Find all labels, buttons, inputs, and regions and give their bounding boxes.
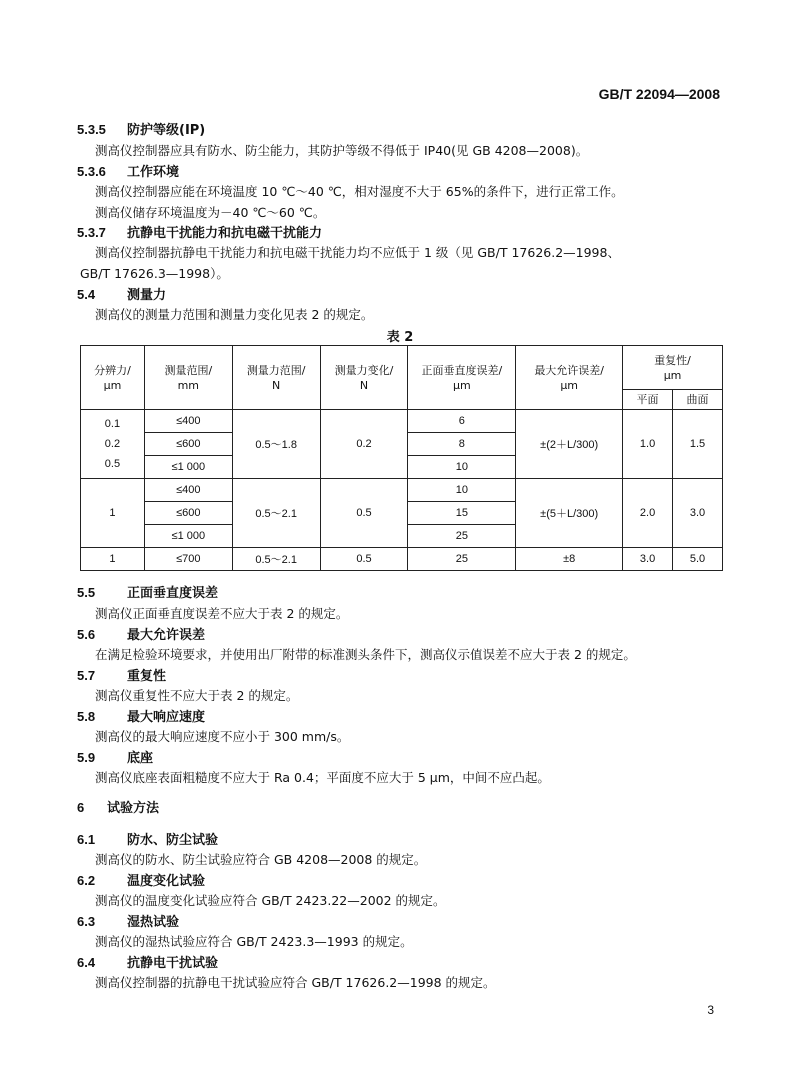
header-perpendicularity: 正面垂直度误差/ μm [408, 346, 516, 410]
paragraph: 测高仪的最大响应速度不应小于 300 mm/s。 [95, 729, 350, 744]
header-curved: 曲面 [673, 390, 723, 410]
cell-resolution: 0.1 0.2 0.5 [81, 410, 145, 479]
paragraph: 测高仪的测量力范围和测量力变化见表 2 的规定。 [95, 307, 374, 322]
section-title: 正面垂直度误差 [127, 586, 219, 601]
section-number: 5.3.6 [77, 164, 106, 179]
cell-max-error: ±(2＋L/300) [516, 410, 623, 479]
section-heading-5-3-7 [77, 225, 322, 242]
cell-curved: 3.0 [673, 479, 723, 548]
paragraph: 测高仪控制器的抗静电干扰试验应符合 GB/T 17626.2—1998 的规定。 [95, 975, 496, 990]
cell-force-range: 0.5～2.1 [232, 548, 320, 571]
section-title: 底座 [127, 751, 154, 766]
section-title: 抗静电干扰试验 [127, 956, 219, 971]
cell-range: ≤600 [144, 433, 232, 456]
paragraph: 测高仪的湿热试验应符合 GB/T 2423.3—1993 的规定。 [95, 934, 413, 949]
cell-curved: 5.0 [673, 548, 723, 571]
paragraph: 在满足检验环境要求，并使用出厂附带的标准测头条件下，测高仪示值误差不应大于表 2 的规定。 [95, 647, 636, 662]
cell-max-error: ±(5＋L/300) [516, 479, 623, 548]
section-number: 5.3.5 [77, 122, 106, 137]
cell-resolution: 1 [81, 479, 145, 548]
section-title: 抗静电干扰能力和抗电磁干扰能力 [127, 226, 323, 241]
section-number: 6.2 [77, 873, 96, 888]
paragraph-continuation: GB/T 17626.3—1998）。 [80, 266, 229, 281]
cell-range: ≤1 000 [144, 525, 232, 548]
chapter-number: 6 [77, 800, 85, 815]
cell-max-error: ±8 [516, 548, 623, 571]
section-title: 最大响应速度 [127, 710, 206, 725]
section-heading-6-1 [77, 832, 218, 849]
cell-force-change: 0.5 [320, 548, 408, 571]
section-number: 5.3.7 [77, 225, 106, 240]
paragraph: 测高仪底座表面粗糙度不应大于 Ra 0.4；平面度不应大于 5 μm，中间不应凸起。 [95, 770, 550, 785]
section-number: 6.3 [77, 914, 96, 929]
cell-range: ≤400 [144, 410, 232, 433]
paragraph: 测高仪重复性不应大于表 2 的规定。 [95, 688, 299, 703]
cell-force-change: 0.5 [320, 479, 408, 548]
section-heading-5-6 [77, 627, 205, 644]
section-title: 湿热试验 [127, 915, 180, 930]
section-title: 重复性 [127, 669, 167, 684]
cell-perpendicularity: 6 [408, 410, 516, 433]
section-heading-5-3-5 [77, 122, 205, 139]
paragraph: 测高仪控制器应具有防水、防尘能力，其防护等级不得低于 IP40(见 GB 4208—2008)。 [95, 143, 589, 158]
section-heading-6-3 [77, 914, 179, 931]
section-number: 6.1 [77, 832, 96, 847]
cell-resolution: 1 [81, 548, 145, 571]
paragraph: 测高仪储存环境温度为－40 ℃～60 ℃。 [95, 205, 326, 220]
paragraph: 测高仪的防水、防尘试验应符合 GB 4208—2008 的规定。 [95, 852, 427, 867]
cell-perpendicularity: 25 [408, 548, 516, 571]
cell-range: ≤1 000 [144, 456, 232, 479]
cell-flat: 2.0 [623, 479, 673, 548]
cell-curved: 1.5 [673, 410, 723, 479]
section-heading-6-4 [77, 955, 218, 972]
table-caption: 表 2 [386, 330, 414, 345]
header-force-range: 测量力范围/ N [232, 346, 320, 410]
section-heading-5-5 [77, 585, 218, 602]
header-repeatability: 重复性/ μm [623, 346, 723, 390]
paragraph: 测高仪的温度变化试验应符合 GB/T 2423.22—2002 的规定。 [95, 893, 446, 908]
cell-perpendicularity: 10 [408, 456, 516, 479]
section-heading-5-7 [77, 668, 166, 685]
section-number: 6.4 [77, 955, 96, 970]
header-force-change: 测量力变化/ N [320, 346, 408, 410]
cell-perpendicularity: 8 [408, 433, 516, 456]
section-number: 5.7 [77, 668, 96, 683]
section-heading-5-8 [77, 709, 205, 726]
section-title: 最大允许误差 [127, 628, 206, 643]
header-max-error: 最大允许误差/ μm [516, 346, 623, 410]
section-title: 工作环境 [127, 165, 180, 180]
cell-flat: 1.0 [623, 410, 673, 479]
section-title: 防护等级(IP) [127, 123, 206, 138]
standard-code: GB/T 22094—2008 [598, 86, 720, 102]
section-number: 5.6 [77, 627, 96, 642]
section-number: 5.8 [77, 709, 96, 724]
spec-table [80, 345, 723, 571]
header-range: 测量范围/ mm [144, 346, 232, 410]
section-number: 5.9 [77, 750, 96, 765]
section-number: 5.5 [77, 585, 96, 600]
cell-force-range: 0.5～2.1 [232, 479, 320, 548]
header-flat: 平面 [623, 390, 673, 410]
cell-range: ≤700 [144, 548, 232, 571]
header-resolution: 分辨力/ μm [81, 346, 145, 410]
cell-force-change: 0.2 [320, 410, 408, 479]
cell-perpendicularity: 25 [408, 525, 516, 548]
chapter-heading-6 [77, 800, 159, 817]
section-number: 5.4 [77, 287, 96, 302]
cell-range: ≤600 [144, 502, 232, 525]
cell-perpendicularity: 10 [408, 479, 516, 502]
section-heading-5-3-6 [77, 164, 179, 181]
section-heading-6-2 [77, 873, 205, 890]
cell-flat: 3.0 [623, 548, 673, 571]
section-title: 测量力 [127, 288, 167, 303]
cell-range: ≤400 [144, 479, 232, 502]
section-heading-5-9 [77, 750, 153, 767]
section-title: 防水、防尘试验 [127, 833, 219, 848]
paragraph: 测高仪正面垂直度误差不应大于表 2 的规定。 [95, 606, 349, 621]
chapter-title: 试验方法 [107, 801, 160, 816]
paragraph: 测高仪控制器应能在环境温度 10 ℃～40 ℃，相对湿度不大于 65%的条件下，进行正常工作。 [95, 184, 624, 199]
paragraph: 测高仪控制器抗静电干扰能力和抗电磁干扰能力均不应低于 1 级（见 GB/T 17626.2—1998、 [95, 245, 620, 260]
section-heading-5-4 [77, 287, 166, 304]
cell-perpendicularity: 15 [408, 502, 516, 525]
page-number: 3 [707, 1003, 714, 1017]
section-title: 温度变化试验 [127, 874, 206, 889]
cell-force-range: 0.5～1.8 [232, 410, 320, 479]
